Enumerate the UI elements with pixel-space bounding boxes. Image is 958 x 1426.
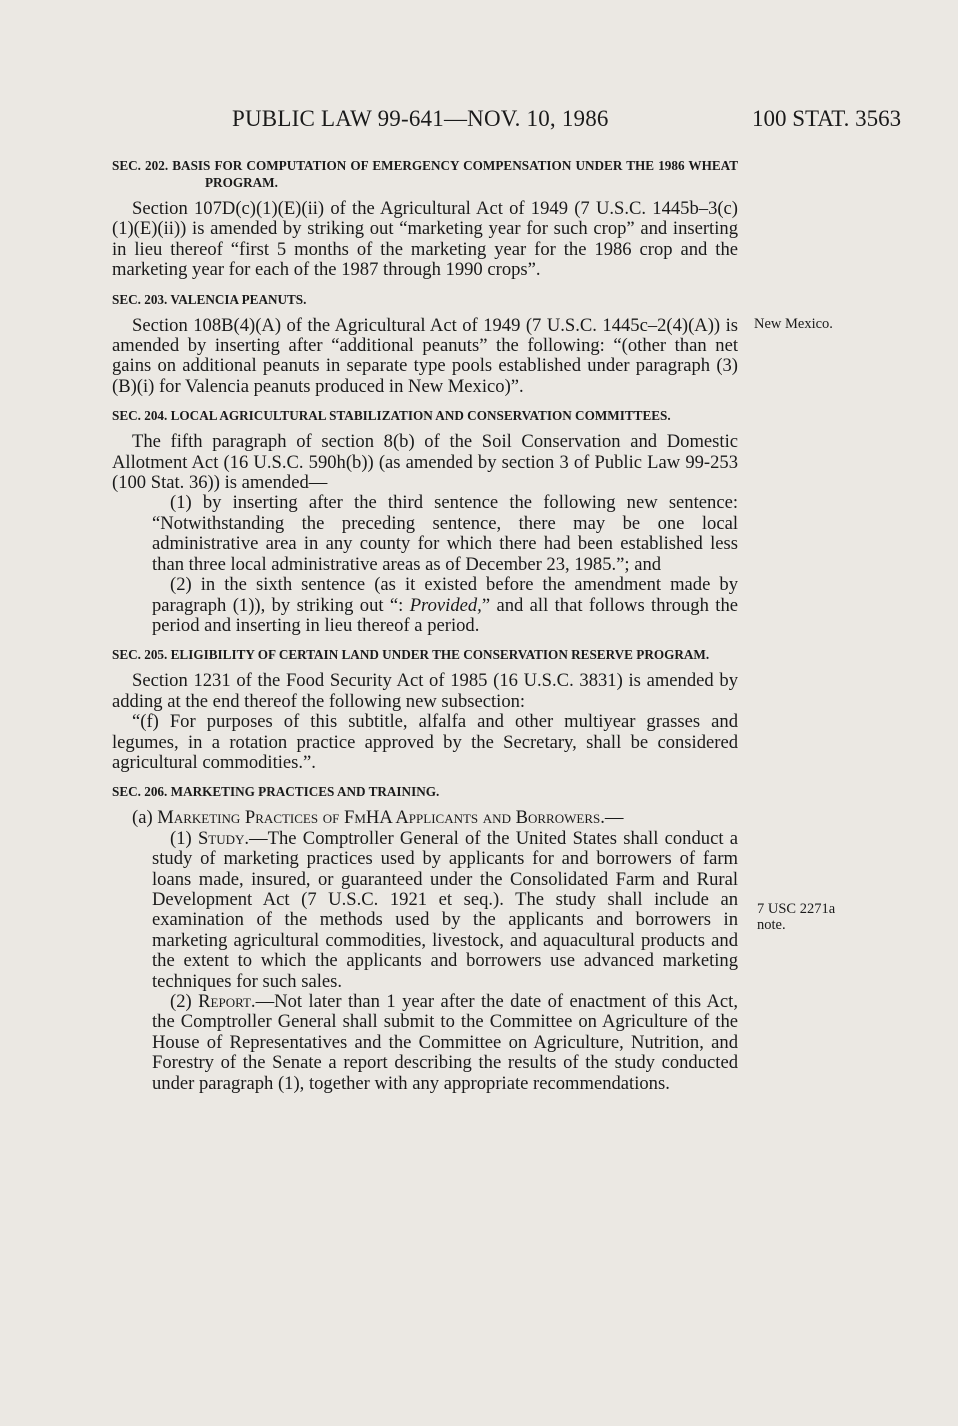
sec-206-p2-text: .—Not later than 1 year after the date of enactment of this Act, the Comptroller General shall submit to the Committee on Agriculture of the House of Representatives and the Committee on Agriculture, Nutrition, and Forestry of the Senate a report describing the results of the study conducted under paragraph (1), together with any appropriate recommendations. (152, 991, 738, 1094)
sec-206-p1-label: (1) (170, 827, 198, 849)
sec-206-p2-label: (2) (170, 991, 199, 1012)
sec-206-p1-heading: Study (197, 827, 245, 849)
running-head-stat: 100 STAT. 3563 (752, 106, 902, 131)
sec-202-text: Section 107D(c)(1)(E)(ii) of the Agricultural Act of 1949 (7 U.S.C. 1445b–3(c)(1)(E)(ii)) is amended by striking out “marketing year for such crop” and inserting in lieu thereof “first 5 months of the marketing year for the 1986 crop and the marketing year for each of the 1987 through 1990 crops”. (112, 198, 738, 281)
margin-note-new-mexico: New Mexico. (754, 316, 833, 332)
margin-note-usc-line1: 7 USC 2271a (757, 901, 836, 917)
sec-206-p2-heading: Report (198, 991, 251, 1012)
sec-206-paragraph-2 (112, 992, 738, 1094)
sec-206-paragraph-1 (112, 829, 738, 992)
sec-204-heading: SEC. 204. LOCAL AGRICULTURAL STABILIZATION AND CONSERVATION COMMITTEES. (112, 408, 671, 424)
sec-205-heading: SEC. 205. ELIGIBILITY OF CERTAIN LAND UNDER THE CONSERVATION RESERVE PROGRAM. (112, 647, 710, 663)
sec-205-quote: “(f) For purposes of this subtitle, alfalfa and other multiyear grasses and legumes, in a rotation practice approved by the Secretary, shall be considered agricultural commodities.”. (112, 711, 738, 773)
sec-203-heading: SEC. 203. VALENCIA PEANUTS. (112, 291, 307, 307)
sec-204-item-2-b: ” and all that follows through the period and inserting in lieu thereof a period. (152, 594, 738, 636)
sec-206-heading: SEC. 206. MARKETING PRACTICES AND TRAINING. (112, 784, 440, 800)
sec-202-heading: SEC. 202. BASIS FOR COMPUTATION OF EMERGENCY COMPENSATION UNDER THE 1986 WHEAT PROGRAM. (112, 158, 738, 190)
sec-203-text: Section 108B(4)(A) of the Agricultural Act of 1949 (7 U.S.C. 1445c–2(4)(A)) is amended by inserting after “additional peanuts” the following: “(other than net gains on additional peanuts in separate type pools established under paragraph (3)(B)(i) for Valencia peanuts produced in New Mexico)”. (112, 314, 738, 397)
sec-204-item-2-em: Provided, (409, 594, 482, 616)
margin-note-usc (757, 901, 835, 933)
sec-206-a-heading: Marketing Practices of FmHA Applicants and Borrowers (157, 807, 601, 829)
sec-204-text: The fifth paragraph of section 8(b) of the Soil Conservation and Domestic Allotment Act (16 U.S.C. 590h(b)) (as amended by section 3 of Public Law 99-253 (100 Stat. 36)) is amended— (112, 431, 738, 494)
running-head-title: PUBLIC LAW 99-641—NOV. 10, 1986 (232, 106, 609, 131)
margin-note-usc-line2: note. (757, 917, 786, 933)
sec-204-item-1: (1) by inserting after the third sentence the following new sentence: “Notwithstanding the preceding sentence, there may be one local administrative area in any county for which there had been established less than three local administrative areas as of December 23, 1985.”; and (152, 492, 738, 575)
sec-204-item-2 (112, 575, 738, 636)
sec-205-text: Section 1231 of the Food Security Act of 1985 (16 U.S.C. 3831) is amended by adding at the end thereof the following new subsection: (112, 670, 738, 712)
sec-206-a-dash: .— (600, 807, 624, 829)
sec-204-item-2-a: (2) in the sixth sentence (as it existed before the amendment made by paragraph (1)), by striking out “: (152, 574, 738, 616)
sec-206-p1-text: .—The Comptroller General of the United States shall conduct a study of marketing practices used by applicants for and borrowers of farm loans made, insured, or guaranteed under the Consolidated Farm and Rural Development Act (7 U.S.C. 1921 et seq.). The study shall include an examination of the methods used by the applicants and borrowers in marketing agricultural commodities, livestock, and aquacultural products and the extent to which the applicants and borrowers use advanced marketing techniques for such sales. (152, 827, 738, 992)
sec-206-a-label: (a) (132, 807, 158, 829)
sec-206-subsection-a (112, 808, 738, 828)
main-text (112, 157, 738, 1094)
